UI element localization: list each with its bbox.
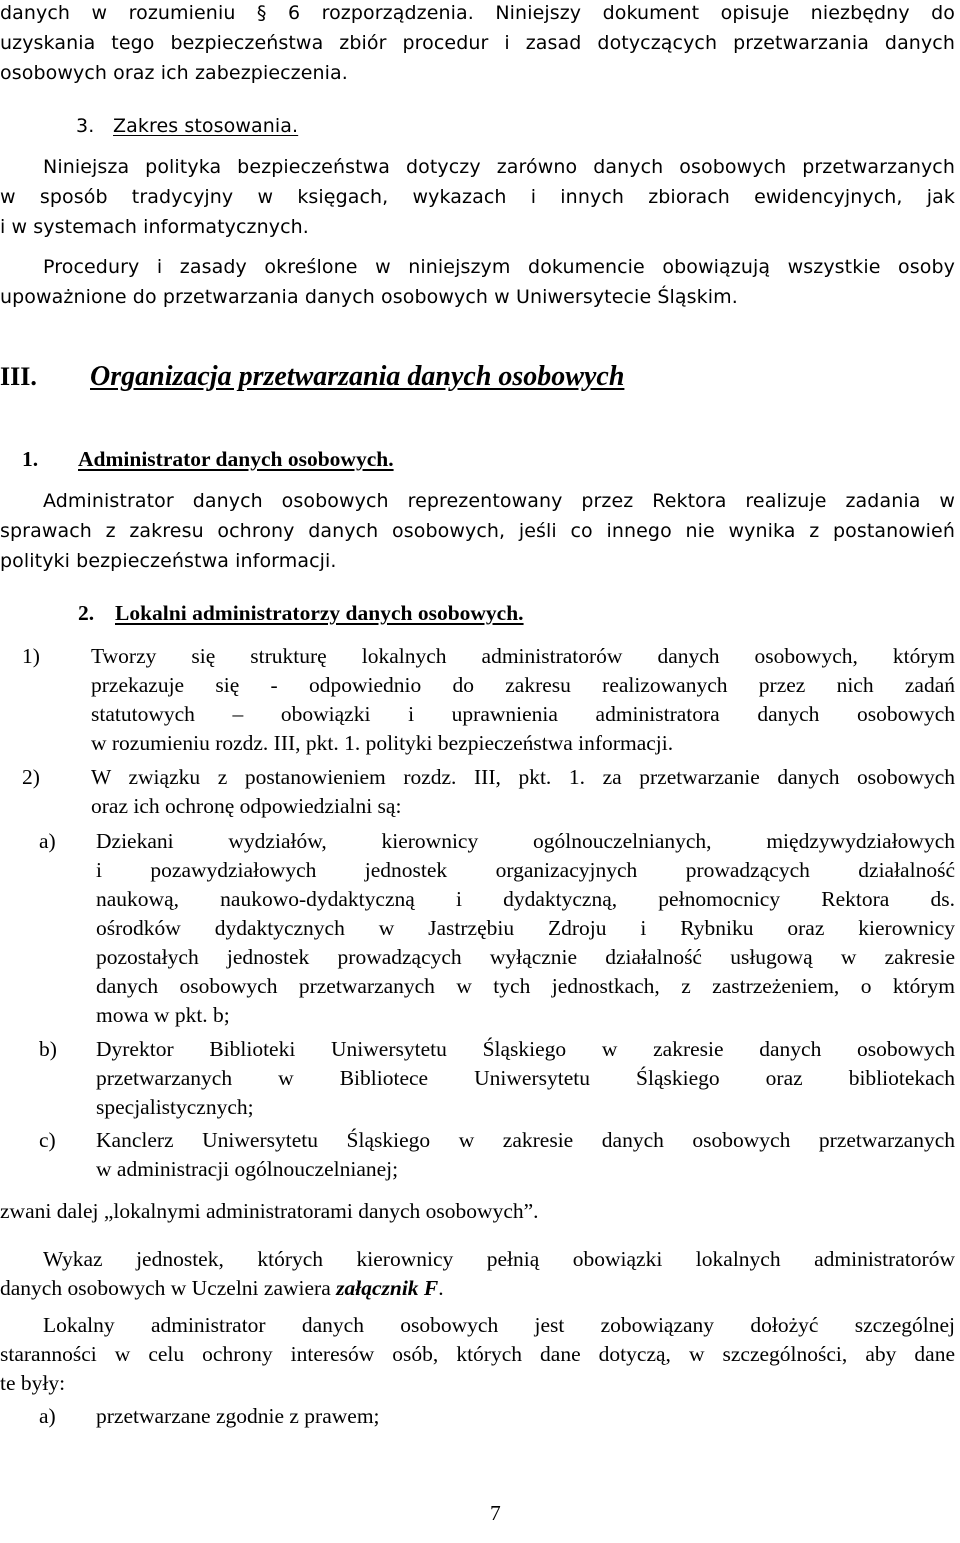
text-run: danych osobowych w Uczelni zawiera — [0, 1276, 337, 1300]
list-item-line: W związku z postanowieniem rozdz. III, pkt. 1. za przetwarzanie danych osobowych — [91, 765, 955, 789]
intro-line: uzyskania tego bezpieczeństwa zbiór procedur i zasad dotyczących przetwarzania danych — [0, 32, 955, 54]
text-run: . — [438, 1276, 444, 1300]
paragraph-line: Administrator danych osobowych reprezentowany przez Rektora realizuje zadania w — [43, 490, 955, 512]
list-item-line: przekazuje się - odpowiednio do zakresu realizowanych przez nich zadań — [91, 673, 955, 697]
paragraph-line: upoważnione do przetwarzania danych osobowych w Uniwersytecie Śląskim. — [0, 286, 738, 308]
paragraph-line: Procedury i zasady określone w niniejszym dokumencie obowiązują wszystkie osoby — [43, 256, 955, 278]
list-item-line: oraz ich ochronę odpowiedzialni są: — [91, 794, 402, 818]
list-item-line: w rozumieniu rozdz. III, pkt. 1. polityki bezpieczeństwa informacji. — [91, 731, 674, 755]
paragraph-line: polityki bezpieczeństwa informacji. — [0, 550, 337, 572]
list-item-line: Tworzy się strukturę lokalnych administratorów danych osobowych, którym — [91, 644, 955, 668]
list-marker: a) — [39, 1404, 56, 1428]
paragraph-line: Niniejsza polityka bezpieczeństwa dotyczy zarówno danych osobowych przetwarzanych — [43, 156, 955, 178]
list-marker: 1) — [22, 644, 40, 668]
subsection-title: Lokalni administratorzy danych osobowych. — [115, 601, 524, 625]
list-item-line: ośrodków dydaktycznych w Jastrzębiu Zdroju i Rybniku oraz kierownicy — [96, 916, 955, 940]
attachment-reference: załącznik F — [336, 1276, 439, 1300]
chapter-number: III. — [0, 362, 37, 391]
list-item-line: Kanclerz Uniwersytetu Śląskiego w zakresie danych osobowych przetwarzanych — [96, 1128, 955, 1152]
list-item-line: przetwarzane zgodnie z prawem; — [96, 1404, 380, 1428]
list-item-line: w administracji ogólnouczelnianej; — [96, 1157, 399, 1181]
list-marker: b) — [39, 1037, 57, 1061]
chapter-title: Organizacja przetwarzania danych osobowych — [90, 361, 625, 392]
paragraph-line: sprawach z zakresu ochrony danych osobowych, jeśli co innego nie wynika z postanowień — [0, 520, 955, 542]
list-item-line: pozostałych jednostek prowadzących wyłącznie działalność usługową w zakresie — [96, 945, 955, 969]
section-number: 3. — [76, 115, 95, 137]
subsection-title: Administrator danych osobowych. — [78, 447, 394, 471]
list-item-line: statutowych – obowiązki i uprawnienia administratora danych osobowych — [91, 702, 955, 726]
paragraph-line: Wykaz jednostek, których kierownicy pełnią obowiązki lokalnych administratorów — [43, 1247, 955, 1271]
paragraph-line: staranności w celu ochrony interesów osób, których dane dotyczą, w szczególności, aby dane — [0, 1342, 955, 1366]
list-item-line: przetwarzanych w Bibliotece Uniwersytetu Śląskiego oraz bibliotekach — [96, 1066, 955, 1090]
paragraph-line: Lokalny administrator danych osobowych jest zobowiązany dołożyć szczególnej — [43, 1313, 955, 1337]
paragraph-line: te były: — [0, 1371, 66, 1395]
list-item-line: specjalistycznych; — [96, 1095, 254, 1119]
subsection-number: 2. — [78, 601, 95, 625]
paragraph-line: w sposób tradycyjny w księgach, wykazach i innych zbiorach ewidencyjnych, jak — [0, 186, 955, 208]
list-item-line: naukową, naukowo-dydaktyczną i dydaktyczną, pełnomocnicy Rektora ds. — [96, 887, 955, 911]
paragraph-line: i w systemach informatycznych. — [0, 216, 309, 238]
intro-line: danych w rozumieniu § 6 rozporządzenia. Niniejszy dokument opisuje niezbędny do — [0, 2, 955, 24]
list-item-line: danych osobowych przetwarzanych w tych jednostkach, z zastrzeżeniem, o którym — [96, 974, 955, 998]
list-item-line: Dyrektor Biblioteki Uniwersytetu Śląskiego w zakresie danych osobowych — [96, 1037, 955, 1061]
section-title: Zakres stosowania. — [113, 115, 299, 137]
subsection-number: 1. — [22, 447, 39, 471]
intro-line: osobowych oraz ich zabezpieczenia. — [0, 62, 348, 84]
list-marker: a) — [39, 829, 56, 853]
paragraph-line — [0, 1275, 444, 1301]
paragraph-line: zwani dalej „lokalnymi administratorami danych osobowych”. — [0, 1199, 539, 1223]
page-number: 7 — [490, 1501, 501, 1525]
list-marker: 2) — [22, 765, 40, 789]
list-marker: c) — [39, 1128, 56, 1152]
list-item-line: Dziekani wydziałów, kierownicy ogólnouczelnianych, międzywydziałowych — [96, 829, 955, 853]
list-item-line: mowa w pkt. b; — [96, 1003, 230, 1027]
list-item-line: i pozawydziałowych jednostek organizacyjnych prowadzących działalność — [96, 858, 955, 882]
